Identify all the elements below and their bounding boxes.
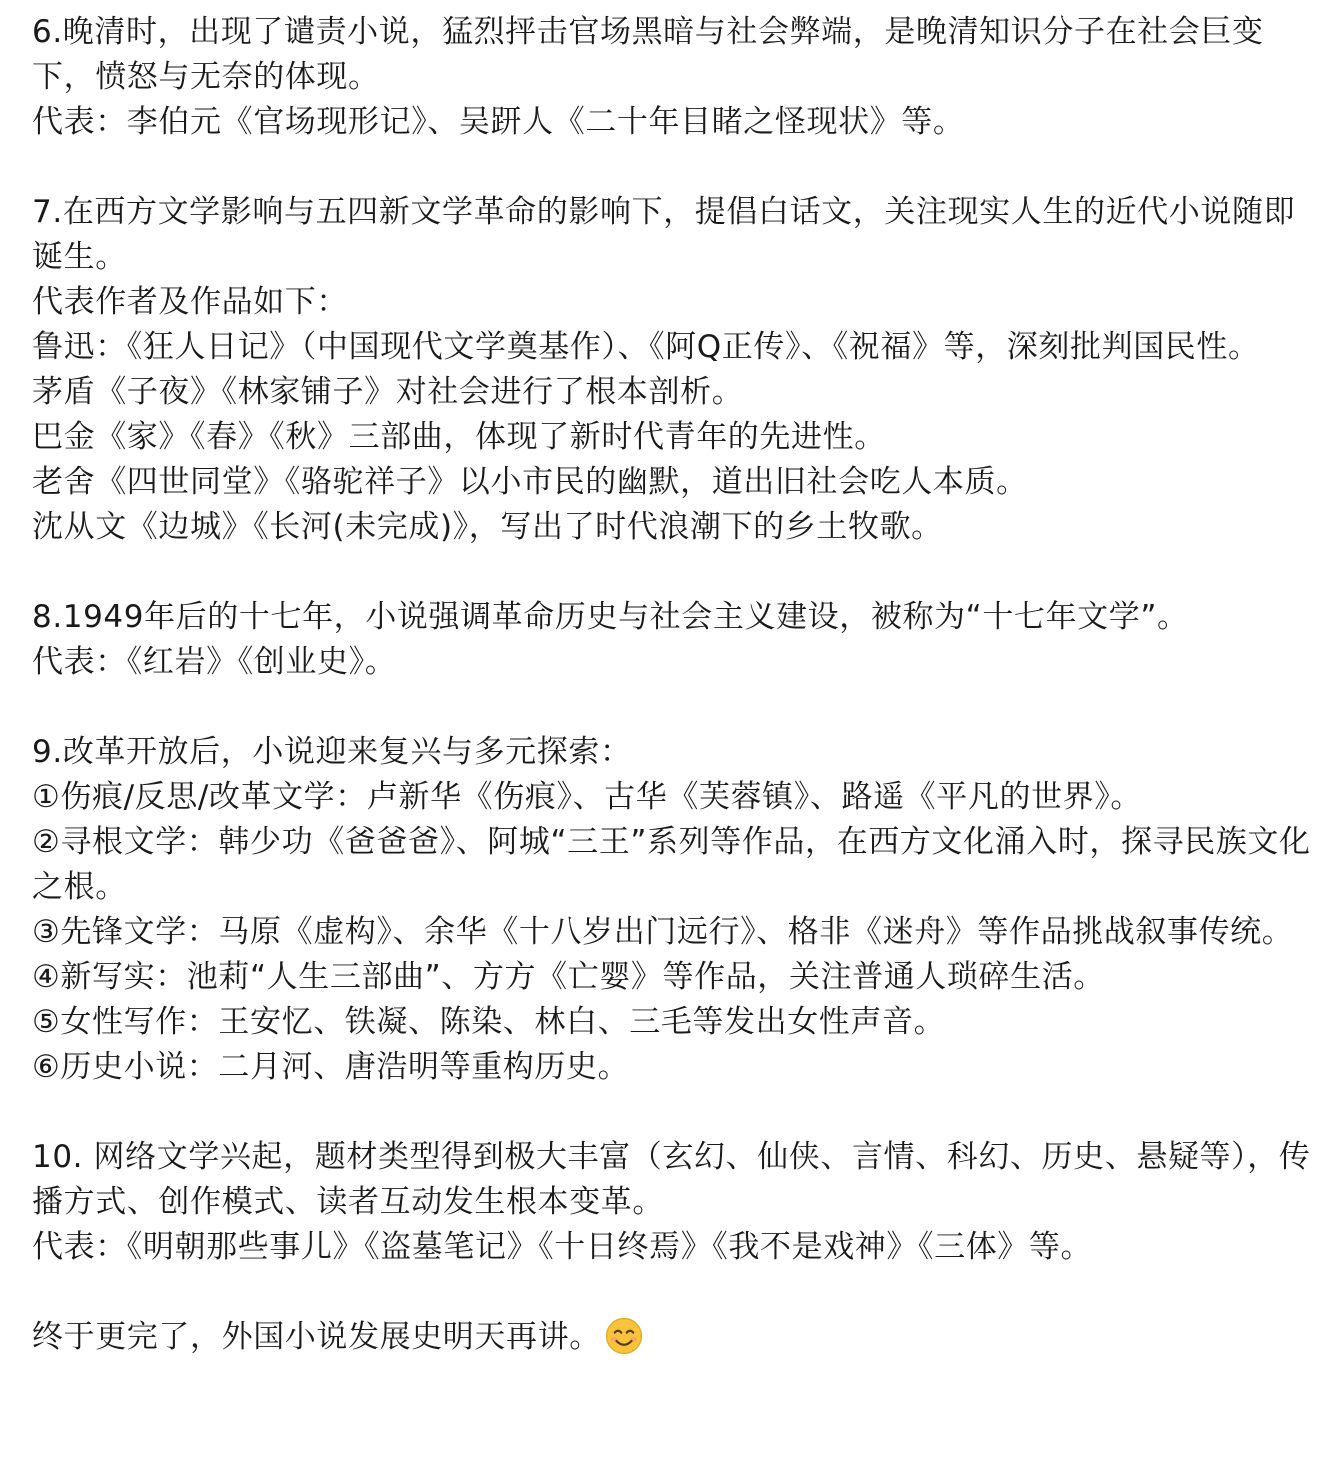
article-body [32, 10, 1322, 1360]
section-10 [32, 1135, 1322, 1270]
paragraph-line: ①伤痕/反思/改革文学：卢新华《伤痕》、古华《芙蓉镇》、路遥《平凡的世界》。 [32, 779, 1142, 815]
paragraph-line: 7.在西方文学影响与五四新文学革命的影响下，提倡白话文，关注现实人生的近代小说随即诞生。 [32, 194, 1296, 275]
paragraph-line: 10. 网络文学兴起，题材类型得到极大丰富（玄幻、仙侠、言情、科幻、历史、悬疑等），传播方式、创作模式、读者互动发生根本变革。 [32, 1139, 1311, 1220]
section-8 [32, 595, 1322, 685]
section-9 [32, 730, 1322, 1090]
paragraph-line: 巴金《家》《春》《秋》三部曲，体现了新时代青年的先进性。 [32, 419, 886, 455]
paragraph-line: 代表：《红岩》《创业史》。 [32, 644, 397, 680]
paragraph-line: 8.1949年后的十七年，小说强调革命历史与社会主义建设，被称为“十七年文学”。 [32, 599, 1189, 635]
paragraph-line: 9.改革开放后，小说迎来复兴与多元探索： [32, 734, 632, 770]
closing-section [32, 1315, 1322, 1360]
paragraph-line: ⑤女性写作：王安忆、铁凝、陈染、林白、三毛等发出女性声音。 [32, 1004, 946, 1040]
paragraph-line: ②寻根文学：韩少功《爸爸爸》、阿城“三王”系列等作品，在西方文化涌入时，探寻民族文化之根。 [32, 824, 1311, 905]
paragraph-line: 茅盾《子夜》《林家铺子》对社会进行了根本剖析。 [32, 374, 744, 410]
section-7 [32, 190, 1322, 550]
section-6 [32, 10, 1322, 145]
paragraph-line: 沈从文《边城》《长河(未完成)》，写出了时代浪潮下的乡土牧歌。 [32, 509, 943, 545]
paragraph-line: ③先锋文学：马原《虚构》、余华《十八岁出门远行》、格非《迷舟》等作品挑战叙事传统。 [32, 914, 1294, 950]
paragraph-line: 代表作者及作品如下： [32, 284, 348, 320]
paragraph-line: ⑥历史小说：二月河、唐浩明等重构历史。 [32, 1049, 630, 1085]
paragraph-line: 代表：李伯元《官场现形记》、吴趼人《二十年目睹之怪现状》等。 [32, 104, 965, 140]
paragraph-line: 代表：《明朝那些事儿》《盗墓笔记》《十日终焉》《我不是戏神》《三体》等。 [32, 1229, 1093, 1265]
paragraph-line: ④新写实：池莉“人生三部曲”、方方《亡婴》等作品，关注普通人琐碎生活。 [32, 959, 1105, 995]
smiling-face-svg [605, 1317, 643, 1355]
closing-text: 终于更完了，外国小说发展史明天再讲。 [32, 1319, 601, 1355]
closing-line [32, 1315, 1322, 1360]
paragraph-line: 鲁迅：《狂人日记》（中国现代文学奠基作）、《阿Q正传》、《祝福》等，深刻批判国民性。 [32, 329, 1260, 365]
paragraph-line: 老舍《四世同堂》《骆驼祥子》以小市民的幽默，道出旧社会吃人本质。 [32, 464, 1028, 500]
paragraph-line: 6.晚清时，出现了谴责小说，猛烈抨击官场黑暗与社会弊端，是晚清知识分子在社会巨变下，愤怒与无奈的体现。 [32, 14, 1264, 95]
smiling-face-icon [605, 1317, 643, 1355]
